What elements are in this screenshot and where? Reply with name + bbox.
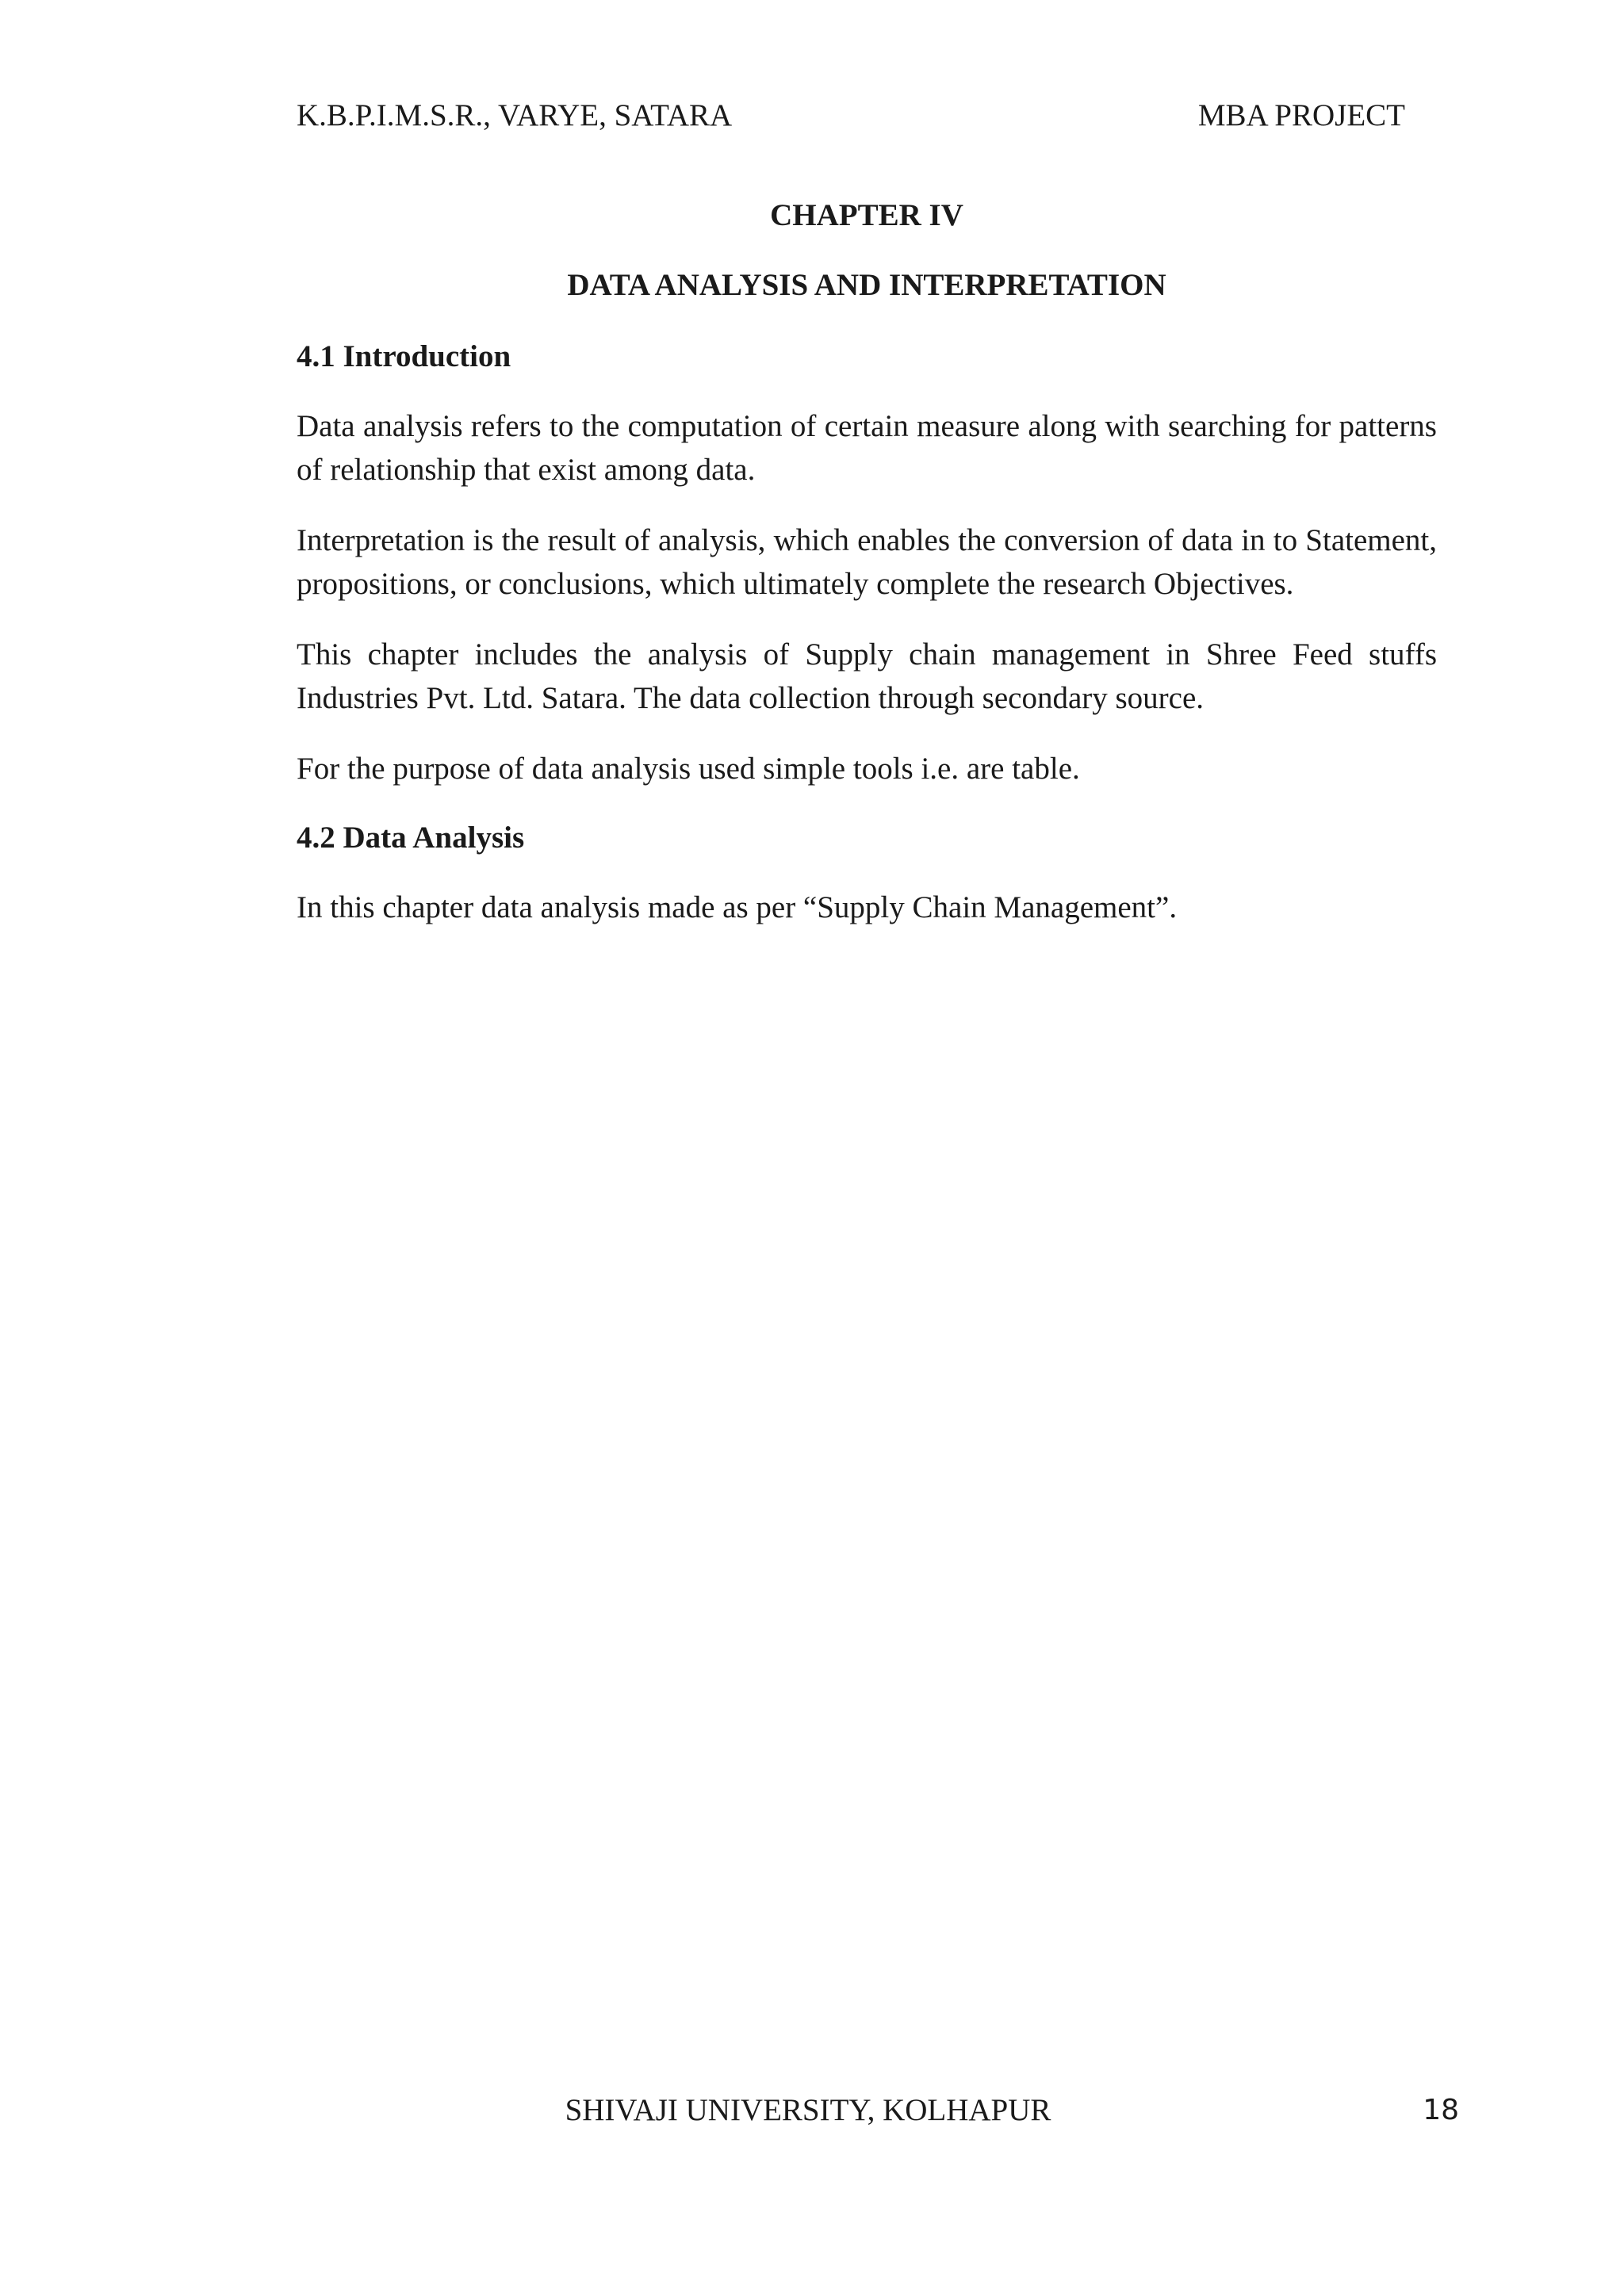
paragraph: In this chapter data analysis made as per “Supply Chain Management”. [297,890,1178,924]
running-header [297,95,1405,136]
chapter-title: DATA ANALYSIS AND INTERPRETATION [567,268,1166,302]
section-heading: 4.1 Introduction [297,339,511,373]
section-heading: 4.2 Data Analysis [297,821,525,855]
paragraph: Interpretation is the result of analysis, which enables the conversion of data in to Statement, propositions, or conclusions, which ultimately complete the research Objectives. [297,523,1437,601]
paragraph: Data analysis refers to the computation of certain measure along with searching for patterns of relationship that exist among data. [297,409,1437,487]
footer-university: SHIVAJI UNIVERSITY, KOLHAPUR [565,2093,1051,2127]
paragraph: For the purpose of data analysis used simple tools i.e. are table. [297,752,1080,786]
section-data-analysis [297,817,1437,929]
section-introduction [297,336,1437,790]
page-number: 18 [1423,2094,1459,2126]
header-institute: K.B.P.I.M.S.R., VARYE, SATARA [297,98,733,132]
document-body [297,336,1437,956]
paragraph: This chapter includes the analysis of Supply chain management in Shree Feed stuffs Industries Pvt. Ltd. Satara. The data collection through secondary source. [297,637,1437,715]
header-project-label: MBA PROJECT [1197,98,1405,132]
chapter-label: CHAPTER IV [770,198,963,232]
